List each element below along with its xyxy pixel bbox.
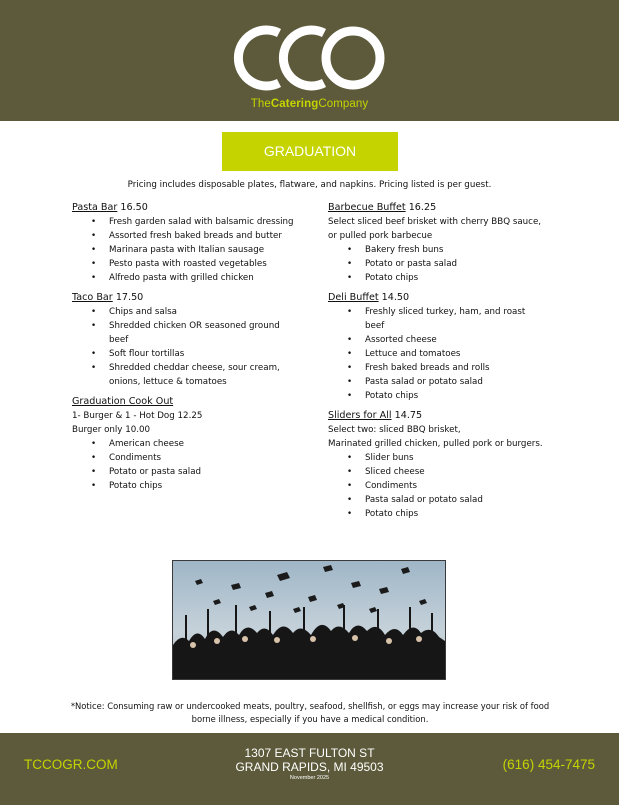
menu-section	[72, 291, 297, 389]
bullet-icon: •	[91, 231, 97, 241]
footer-band	[0, 733, 619, 805]
bullet-icon: •	[347, 467, 353, 477]
menu-item-list	[72, 305, 297, 389]
bullet-icon: •	[347, 335, 353, 345]
menu-item	[328, 451, 543, 465]
menu-item	[328, 257, 543, 271]
bullet-icon: •	[347, 391, 353, 401]
menu-section-title	[328, 291, 543, 305]
menu-item-text: Sliced cheese	[365, 467, 425, 477]
menu-item	[72, 479, 297, 493]
menu-item	[328, 361, 543, 375]
bullet-icon: •	[347, 481, 353, 491]
menu-item	[72, 305, 297, 319]
menu-item	[72, 271, 297, 285]
menu-section-name: Pasta Bar	[72, 202, 118, 213]
left-menu-column	[72, 201, 297, 499]
bullet-icon: •	[347, 307, 353, 317]
header-band	[0, 0, 619, 121]
menu-item-text: Potato or pasta salad	[365, 259, 458, 269]
menu-item	[72, 361, 297, 389]
menu-section-title	[328, 409, 543, 423]
menu-item	[72, 257, 297, 271]
menu-section	[72, 201, 297, 285]
bullet-icon: •	[91, 321, 97, 331]
menu-item	[328, 305, 543, 333]
menu-item	[328, 375, 543, 389]
bullet-icon: •	[91, 307, 97, 317]
menu-section-name: Taco Bar	[72, 292, 113, 303]
menu-item	[72, 465, 297, 479]
bullet-icon: •	[91, 467, 97, 477]
menu-section	[328, 409, 543, 521]
menu-item-text: Potato or pasta salad	[109, 467, 202, 477]
company-tagline: TheCateringCompany	[250, 98, 369, 110]
graduation-photo	[172, 560, 446, 680]
menu-section-description: Burger only 10.00	[72, 425, 151, 435]
bullet-icon: •	[347, 453, 353, 463]
bullet-icon: •	[91, 363, 97, 373]
page-title: GRADUATION	[222, 132, 398, 171]
menu-section-title	[72, 395, 297, 409]
bullet-icon: •	[347, 377, 353, 387]
bullet-icon: •	[91, 217, 97, 227]
bullet-icon: •	[347, 509, 353, 519]
bullet-icon: •	[91, 453, 97, 463]
menu-item	[72, 319, 297, 347]
menu-section-price: 16.25	[408, 202, 437, 213]
menu-section-description: 1- Burger & 1 - Hot Dog 12.25	[72, 411, 203, 421]
menu-section-title	[72, 291, 297, 305]
menu-item	[328, 479, 543, 493]
menu-item-text: Slider buns	[365, 453, 414, 463]
menu-item-text: Pasta salad or potato salad	[365, 495, 483, 505]
menu-item-list	[328, 243, 543, 285]
bullet-icon: •	[91, 481, 97, 491]
menu-item-text: Marinara pasta with Italian sausage	[109, 245, 265, 255]
menu-item-text: Potato chips	[365, 273, 419, 283]
pricing-note: Pricing includes disposable plates, flatware, and napkins. Pricing listed is per guest.	[127, 180, 492, 190]
menu-section-price: 17.50	[115, 292, 144, 303]
menu-item-text: Condiments	[365, 481, 418, 491]
bullet-icon: •	[347, 273, 353, 283]
bullet-icon: •	[91, 349, 97, 359]
right-menu-column	[328, 201, 543, 527]
menu-item-text: Shredded chicken OR seasoned ground beef	[109, 321, 280, 345]
footer-date: November 2025	[289, 775, 330, 781]
menu-item	[328, 243, 543, 257]
bullet-icon: •	[91, 273, 97, 283]
menu-section	[72, 395, 297, 493]
menu-item-text: Soft flour tortillas	[109, 349, 185, 359]
bullet-icon: •	[347, 495, 353, 505]
menu-item-text: Assorted fresh baked breads and butter	[109, 231, 282, 241]
menu-item	[72, 229, 297, 243]
address-line-1: 1307 EAST FULTON ST	[244, 746, 375, 760]
menu-item	[72, 347, 297, 361]
menu-item-text: Potato chips	[365, 509, 419, 519]
menu-item	[328, 507, 543, 521]
menu-section-name: Deli Buffet	[328, 292, 379, 303]
menu-item-text: Potato chips	[109, 481, 163, 491]
cco-logo	[232, 20, 388, 96]
menu-item-text: Fresh baked breads and rolls	[365, 363, 490, 373]
phone-number[interactable]: (616) 454-7475	[502, 757, 595, 772]
bullet-icon: •	[347, 349, 353, 359]
bullet-icon: •	[91, 259, 97, 269]
food-safety-notice: *Notice: Consuming raw or undercooked meats, poultry, seafood, shellfish, or eggs may increase your risk of food borne illness, especially if you have a medical condition.	[70, 701, 550, 724]
menu-item-list	[328, 305, 543, 403]
menu-item-text: Pasta salad or potato salad	[365, 377, 483, 387]
bullet-icon: •	[347, 363, 353, 373]
menu-item	[328, 347, 543, 361]
menu-item	[328, 389, 543, 403]
bullet-icon: •	[91, 439, 97, 449]
menu-section-name: Graduation Cook Out	[72, 396, 174, 407]
menu-item-text: Lettuce and tomatoes	[365, 349, 461, 359]
menu-item-list	[72, 215, 297, 285]
menu-section-description: Select two: sliced BBQ brisket,	[328, 425, 461, 435]
menu-item	[328, 333, 543, 347]
menu-item-text: Pesto pasta with roasted vegetables	[109, 259, 267, 269]
menu-section	[328, 291, 543, 403]
menu-item-text: Assorted cheese	[365, 335, 437, 345]
menu-item-text: Potato chips	[365, 391, 419, 401]
menu-item	[72, 243, 297, 257]
menu-section	[328, 201, 543, 285]
menu-section-name: Sliders for All	[328, 410, 392, 421]
menu-item	[72, 215, 297, 229]
menu-section-price: 14.75	[394, 410, 423, 421]
menu-item	[72, 437, 297, 451]
bullet-icon: •	[91, 245, 97, 255]
menu-section-description: Marinated grilled chicken, pulled pork or burgers.	[328, 439, 543, 449]
bullet-icon: •	[347, 259, 353, 269]
menu-section-title	[328, 201, 543, 215]
menu-item-text: Condiments	[109, 453, 162, 463]
menu-item	[328, 493, 543, 507]
menu-item-text: American cheese	[109, 439, 184, 449]
menu-section-title	[72, 201, 297, 215]
menu-item-text: Shredded cheddar cheese, sour cream, onions, lettuce & tomatoes	[109, 363, 280, 387]
menu-section-description: Select sliced beef brisket with cherry BBQ sauce, or pulled pork barbecue	[328, 217, 542, 241]
menu-item	[72, 451, 297, 465]
menu-item-text: Chips and salsa	[109, 307, 178, 317]
menu-item	[328, 271, 543, 285]
menu-item-text: Bakery fresh buns	[365, 245, 444, 255]
menu-section-name: Barbecue Buffet	[328, 202, 406, 213]
menu-section-price: 16.50	[120, 202, 148, 213]
bullet-icon: •	[347, 245, 353, 255]
menu-item-text: Fresh garden salad with balsamic dressing	[109, 217, 294, 227]
menu-item-text: Freshly sliced turkey, ham, and roast beef	[365, 307, 526, 331]
address-line-2: GRAND RAPIDS, MI 49503	[235, 760, 384, 774]
menu-item-list	[72, 437, 297, 493]
menu-item	[328, 465, 543, 479]
menu-section-price: 14.50	[381, 292, 410, 303]
menu-item-text: Alfredo pasta with grilled chicken	[109, 273, 254, 283]
menu-item-list	[328, 451, 543, 521]
website-link[interactable]: TCCOGR.COM	[24, 757, 118, 772]
